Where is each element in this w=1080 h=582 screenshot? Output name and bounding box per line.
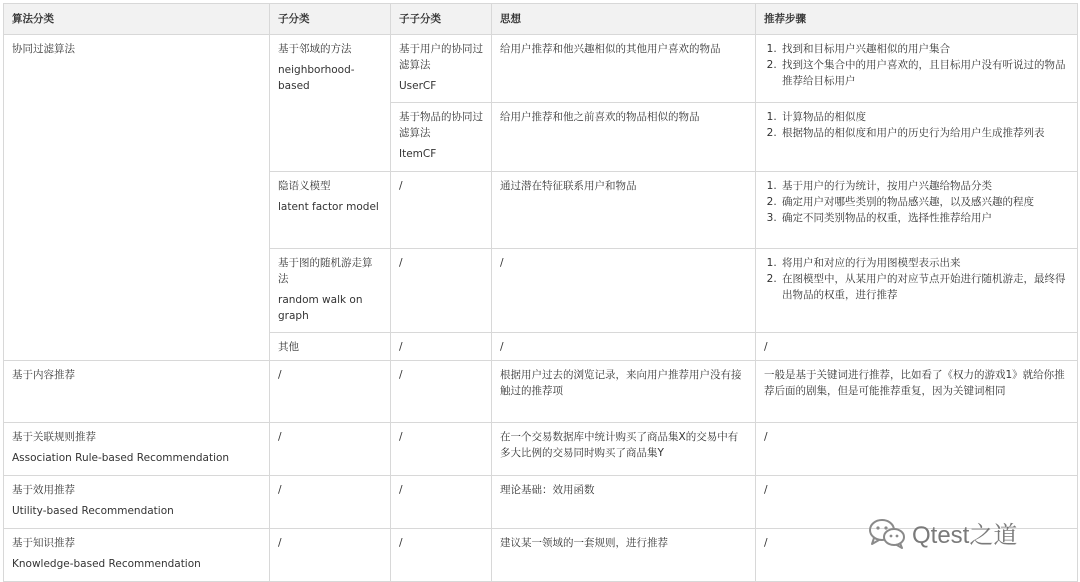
neighborhood-label: 基于邻域的方法 bbox=[278, 43, 352, 55]
randomwalk-en: random walk on graph bbox=[278, 294, 363, 322]
other-idea: / bbox=[492, 333, 756, 361]
usercf-label: 基于用户的协同过滤算法 bbox=[399, 43, 483, 71]
step-item: 1. 将用户和对应的行为用图模型表示出来 bbox=[780, 255, 1069, 271]
randomwalk-label: 基于图的随机游走算法 bbox=[278, 257, 373, 285]
knowledge-sub: / bbox=[270, 529, 391, 582]
step-item: 2. 在图模型中，从某用户的对应节点开始进行随机游走，最终得出物品的权重，进行推荐 bbox=[780, 271, 1069, 303]
table-row-assoc bbox=[4, 423, 1078, 476]
latent-en: latent factor model bbox=[278, 201, 379, 213]
table-row-content bbox=[4, 361, 1078, 423]
header-idea: 思想 bbox=[492, 4, 756, 35]
knowledge-subsub: / bbox=[391, 529, 492, 582]
header-subcategory: 子分类 bbox=[270, 4, 391, 35]
assoc-subsub: / bbox=[391, 423, 492, 476]
step-item: 3. 确定不同类别物品的权重，选择性推荐给用户 bbox=[780, 210, 1069, 226]
latent-label: 隐语义模型 bbox=[278, 180, 331, 192]
header-row bbox=[4, 4, 1078, 35]
randomwalk-idea: / bbox=[492, 249, 756, 333]
usercf-en: UserCF bbox=[399, 80, 437, 92]
recommendation-algorithms-table bbox=[3, 3, 1078, 582]
content-sub: / bbox=[270, 361, 391, 423]
usercf-idea: 给用户推荐和他兴趣相似的其他用户喜欢的物品 bbox=[492, 35, 756, 103]
content-subsub: / bbox=[391, 361, 492, 423]
table-row-usercf bbox=[4, 35, 1078, 103]
step-item: 1. 基于用户的行为统计，按用户兴趣给物品分类 bbox=[780, 178, 1069, 194]
step-item: 2. 找到这个集合中的用户喜欢的，且目标用户没有听说过的物品推荐给目标用户 bbox=[780, 57, 1069, 89]
utility-en: Utility-based Recommendation bbox=[12, 505, 174, 517]
wechat-icon bbox=[868, 517, 906, 549]
latent-subsub: / bbox=[391, 172, 492, 249]
header-steps: 推荐步骤 bbox=[756, 4, 1078, 35]
itemcf-label: 基于物品的协同过滤算法 bbox=[399, 111, 483, 139]
knowledge-idea: 建议某一领域的一套规则，进行推荐 bbox=[492, 529, 756, 582]
assoc-en: Association Rule-based Recommendation bbox=[12, 452, 230, 464]
assoc-steps: / bbox=[756, 423, 1078, 476]
utility-subsub: / bbox=[391, 476, 492, 529]
itemcf-steps bbox=[756, 103, 1078, 172]
step-item: 1. 计算物品的相似度 bbox=[780, 109, 1069, 125]
content-idea: 根据用户过去的浏览记录，来向用户推荐用户没有接触过的推荐项 bbox=[492, 361, 756, 423]
cf-category-cell: 协同过滤算法 bbox=[4, 35, 270, 361]
itemcf-cell bbox=[391, 103, 492, 172]
itemcf-en: ItemCF bbox=[399, 148, 437, 160]
itemcf-idea: 给用户推荐和他之前喜欢的物品相似的物品 bbox=[492, 103, 756, 172]
assoc-sub: / bbox=[270, 423, 391, 476]
utility-category-cell bbox=[4, 476, 270, 529]
other-steps: / bbox=[756, 333, 1078, 361]
latent-steps bbox=[756, 172, 1078, 249]
watermark-text: Qtest之道 bbox=[912, 522, 1018, 549]
neighborhood-cell bbox=[270, 35, 391, 172]
other-subsub: / bbox=[391, 333, 492, 361]
latent-idea: 通过潜在特征联系用户和物品 bbox=[492, 172, 756, 249]
utility-label: 基于效用推荐 bbox=[12, 484, 75, 496]
watermark bbox=[868, 515, 1017, 550]
neighborhood-en: neighborhood-based bbox=[278, 64, 355, 92]
step-item: 1. 找到和目标用户兴趣相似的用户集合 bbox=[780, 41, 1069, 57]
utility-sub: / bbox=[270, 476, 391, 529]
randomwalk-steps bbox=[756, 249, 1078, 333]
latent-cell bbox=[270, 172, 391, 249]
utility-idea: 理论基础：效用函数 bbox=[492, 476, 756, 529]
header-category: 算法分类 bbox=[4, 4, 270, 35]
header-subsubcategory: 子子分类 bbox=[391, 4, 492, 35]
knowledge-category-cell bbox=[4, 529, 270, 582]
knowledge-label: 基于知识推荐 bbox=[12, 537, 75, 549]
assoc-idea: 在一个交易数据库中统计购买了商品集X的交易中有多大比例的交易同时购买了商品集Y bbox=[492, 423, 756, 476]
assoc-label: 基于关联规则推荐 bbox=[12, 431, 96, 443]
other-cell: 其他 bbox=[270, 333, 391, 361]
content-category-cell: 基于内容推荐 bbox=[4, 361, 270, 423]
usercf-steps bbox=[756, 35, 1078, 103]
step-item: 2. 确定用户对哪些类别的物品感兴趣，以及感兴趣的程度 bbox=[780, 194, 1069, 210]
usercf-cell bbox=[391, 35, 492, 103]
knowledge-en: Knowledge-based Recommendation bbox=[12, 558, 201, 570]
step-item: 2. 根据物品的相似度和用户的历史行为给用户生成推荐列表 bbox=[780, 125, 1069, 141]
utility-steps: / bbox=[756, 476, 1078, 529]
randomwalk-cell bbox=[270, 249, 391, 333]
randomwalk-subsub: / bbox=[391, 249, 492, 333]
knowledge-steps: / bbox=[756, 529, 1078, 582]
assoc-category-cell bbox=[4, 423, 270, 476]
content-steps: 一般是基于关键词进行推荐，比如看了《权力的游戏1》就给你推荐后面的剧集，但是可能推荐重复，因为关键词相同 bbox=[756, 361, 1078, 423]
